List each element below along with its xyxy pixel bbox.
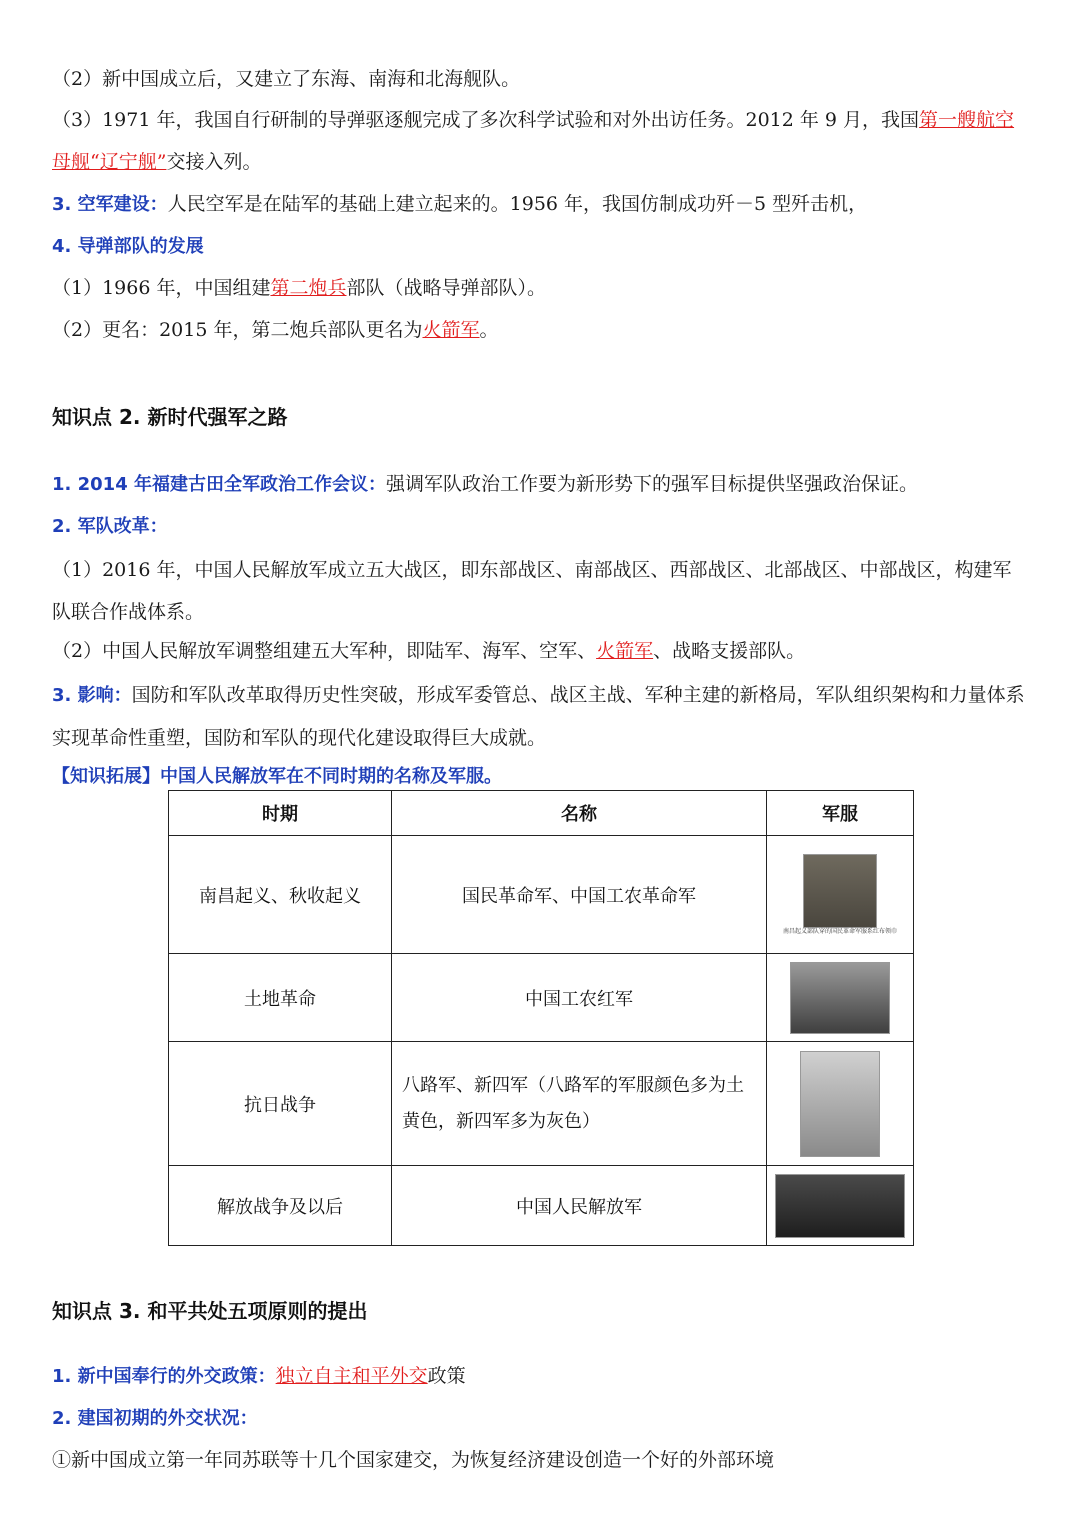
- missile-force-heading: 4. 导弹部队的发展: [52, 236, 204, 257]
- row-period: 解放战争及以后: [169, 1166, 392, 1246]
- reform-impact-paragraph: 3. 影响：国防和军队改革取得历史性突破，形成军委管总、战区主战、军种主建的新格局，军队组织架构和力量体系实现革命性重塑，国防和军队的现代化建设取得巨大成就。: [52, 684, 1025, 749]
- aircraft-carrier-paragraph: （3）1971 年，我国自行研制的导弹驱逐舰完成了多次科学试验和对外出访任务。2012 年 9 月，我国第一艘航空母舰“辽宁舰”交接入列。: [52, 109, 1015, 173]
- independent-policy-highlight: 独立自主和平外交: [275, 1365, 428, 1387]
- table-row: [169, 1042, 914, 1166]
- uniform-photo-cell: [767, 836, 914, 954]
- row-period: 抗日战争: [169, 1042, 392, 1166]
- section3-heading: 知识点 3. 和平共处五项原则的提出: [52, 1299, 368, 1323]
- liaoning-highlight: 第一艘航空母舰“辽宁舰”: [52, 109, 1015, 173]
- early-diplomacy-heading: 2. 建国初期的外交状况：: [52, 1408, 258, 1429]
- row-period: 南昌起义、秋收起义: [169, 836, 392, 954]
- section2-heading: 知识点 2. 新时代强军之路: [52, 405, 288, 429]
- theater-commands-paragraph: （1）2016 年，中国人民解放军成立五大战区，即东部战区、南部战区、西部战区、北部战区、中部战区，构建军队联合作战体系。: [52, 559, 1012, 623]
- row-name: 中国人民解放军: [392, 1166, 767, 1246]
- rocket-force-highlight: 火箭军: [422, 319, 480, 341]
- uniform-photo-cell: [767, 1166, 914, 1246]
- uniform-photo-pla: [775, 1174, 905, 1238]
- uniform-table: [168, 790, 914, 1246]
- gutian-meeting-line: 1. 2014 年福建古田全军政治工作会议：强调军队政治工作要为新形势下的强军目标提供坚强政治保证。: [52, 473, 919, 495]
- air-force-line: 3. 空军建设：人民空军是在陆军的基础上建立起来的。1956 年，我国仿制成功歼－5 型歼击机，: [52, 193, 868, 215]
- second-artillery-line: （1）1966 年，中国组建第二炮兵部队（战略导弹部队）。: [52, 277, 547, 299]
- uniform-photo-cell: [767, 954, 914, 1042]
- table-row: [169, 1166, 914, 1246]
- photo-caption: 南昌起义部队穿的国民革命军服系红布领巾: [782, 927, 897, 935]
- header-name: 名称: [392, 791, 767, 836]
- air-force-label: 3. 空军建设：: [52, 194, 168, 215]
- row-name: 国民革命军、中国工农革命军: [392, 836, 767, 954]
- military-reform-heading: 2. 军队改革：: [52, 516, 168, 537]
- five-services-line: （2）中国人民解放军调整组建五大军种，即陆军、海军、空军、火箭军、战略支援部队。: [52, 640, 806, 662]
- header-period: 时期: [169, 791, 392, 836]
- knowledge-extension-title: 【知识拓展】中国人民解放军在不同时期的名称及军服。: [52, 766, 502, 787]
- uniform-photo-red-army: [790, 962, 890, 1034]
- uniform-photo-cell: [767, 1042, 914, 1166]
- navy-fleets-line: （2）新中国成立后，又建立了东海、南海和北海舰队。: [52, 68, 521, 90]
- table-row: [169, 836, 914, 954]
- rocket-force-highlight-2: 火箭军: [596, 640, 654, 662]
- uniform-photo-eighth-route: [800, 1051, 880, 1157]
- uniform-photo-jacket: [803, 854, 877, 928]
- row-period: 土地革命: [169, 954, 392, 1042]
- rocket-force-line: （2）更名：2015 年，第二炮兵部队更名为火箭军。: [52, 319, 499, 341]
- foreign-policy-line: 1. 新中国奉行的外交政策：独立自主和平外交政策: [52, 1365, 466, 1387]
- table-header-row: [169, 791, 914, 836]
- header-uniform: 军服: [767, 791, 914, 836]
- second-artillery-highlight: 第二炮兵: [270, 277, 347, 299]
- diplomacy-point-1: ①新中国成立第一年同苏联等十几个国家建交，为恢复经济建设创造一个好的外部环境: [52, 1449, 775, 1471]
- table-row: [169, 954, 914, 1042]
- row-name: 中国工农红军: [392, 954, 767, 1042]
- row-name: 八路军、新四军（八路军的军服颜色多为土黄色，新四军多为灰色）: [392, 1042, 767, 1166]
